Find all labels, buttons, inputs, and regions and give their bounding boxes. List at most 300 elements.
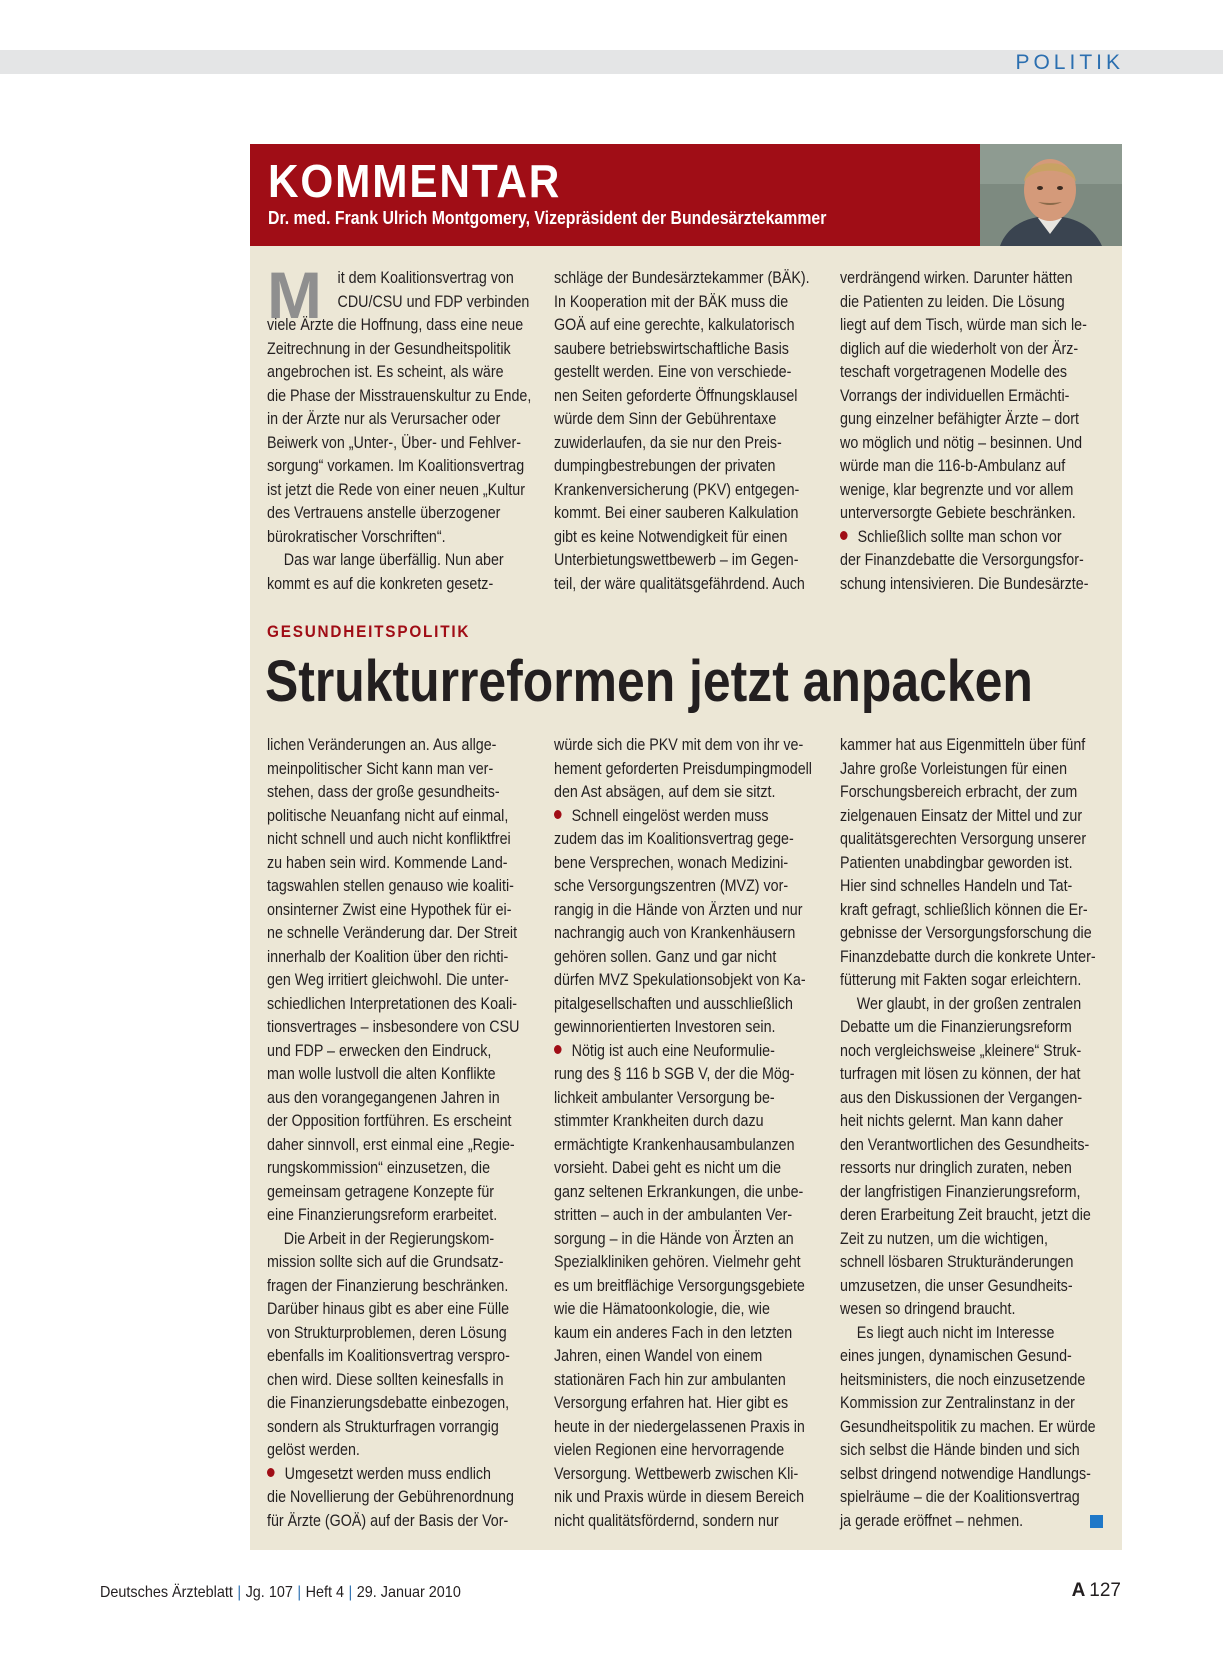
- text-line: [840, 1274, 1072, 1298]
- text-line: [554, 337, 789, 361]
- text-line-content: die Patienten zu leiden. Die Lösung: [840, 291, 1065, 311]
- text-line: [267, 1062, 499, 1086]
- text-line: [267, 1015, 520, 1039]
- text-line: [840, 804, 1083, 828]
- text-line-content: meinpolitischer Sicht kann man ver-: [267, 758, 494, 778]
- text-line-content: die Phase der Misstrauenskultur zu Ende,: [267, 385, 532, 405]
- text-line-content: liegt auf dem Tisch, würde man sich le-: [840, 315, 1087, 334]
- upper-column-3: [840, 266, 1116, 595]
- text-line: [267, 945, 509, 969]
- text-line-content: würde dem Sinn der Gebührentaxe: [554, 409, 777, 428]
- text-line-content: rung des § 116 b SGB V, der die Mög-: [554, 1064, 795, 1083]
- text-line-content: Finanzdebatte durch die konkrete Unter-: [840, 946, 1096, 966]
- text-line: [267, 1156, 499, 1180]
- text-line: [840, 757, 1072, 781]
- text-line-content: würde sich die PKV mit dem von ihr ve-: [554, 735, 804, 754]
- text-line: [267, 827, 511, 851]
- text-line-content: des Vertrauens anstelle überzogener: [267, 503, 501, 522]
- text-line-content: hement geforderten Preisdumpingmodell: [554, 758, 812, 778]
- text-line-content: dürfen MVZ Spekulationsobjekt von Ka-: [554, 970, 806, 989]
- text-line: [554, 1368, 786, 1392]
- text-line-content: Forschungsbereich erbracht, der zum: [840, 782, 1078, 801]
- text-line-content: Versorgung erfahren hat. Hier gibt es: [554, 1393, 789, 1412]
- text-line: [840, 360, 1072, 384]
- text-line: [267, 1344, 510, 1368]
- text-line-content: die Novellierung der Gebührenordnung: [267, 1487, 514, 1506]
- text-line: [554, 1462, 799, 1486]
- text-line-content: zu haben sein wird. Kommende Land-: [267, 852, 508, 872]
- text-line: [267, 548, 504, 572]
- commentary-label: KOMMENTAR: [268, 155, 562, 207]
- text-line: [554, 360, 792, 384]
- text-line: [267, 1203, 499, 1227]
- text-line-content: aus den vorangegangenen Jahren in: [267, 1087, 500, 1107]
- bullet-icon: [840, 531, 848, 540]
- section-label: POLITIK: [1015, 51, 1124, 74]
- text-line-content: gestellt werden. Eine von verschiede-: [554, 362, 792, 381]
- text-line: [554, 478, 800, 502]
- text-line: [840, 1156, 1072, 1180]
- text-line: [840, 1368, 1086, 1392]
- commentary-banner: [250, 144, 980, 246]
- text-line-content: ja gerade eröffnet – nehmen.: [840, 1510, 1024, 1530]
- text-line: [840, 992, 1082, 1016]
- text-line-content: schläge der Bundesärztekammer (BÄK).: [554, 268, 810, 287]
- text-line: [267, 1250, 504, 1274]
- text-line: [267, 780, 499, 804]
- text-line: [554, 827, 794, 851]
- text-line: [840, 1203, 1091, 1227]
- text-line: [554, 1297, 786, 1321]
- text-line: [267, 1039, 499, 1063]
- text-line-content: gebnisse der Versorgungsforschung die: [840, 923, 1092, 942]
- text-line-content: gewinnorientierten Investoren sein.: [554, 1017, 776, 1036]
- text-line-content: chen wird. Diese sollten keinesfalls in: [267, 1369, 504, 1389]
- text-line-content: gelöst werden.: [267, 1440, 360, 1459]
- text-line-content: Das war lange überfällig. Nun aber: [283, 550, 504, 569]
- text-line: [554, 945, 786, 969]
- text-line-content: deren Erarbeitung Zeit braucht, jetzt die: [840, 1205, 1091, 1224]
- text-line: [554, 1156, 786, 1180]
- text-line: [840, 1415, 1096, 1439]
- text-line: [840, 968, 1082, 992]
- text-line-content: tionsvertrages – insbesondere von CSU: [267, 1017, 520, 1036]
- text-line: [267, 1180, 499, 1204]
- text-line: [554, 290, 789, 314]
- text-line-content: Versorgung. Wettbewerb zwischen Kli-: [554, 1463, 799, 1483]
- text-line: [840, 851, 1072, 875]
- text-line: [840, 454, 1072, 478]
- text-line: [840, 290, 1072, 314]
- text-line-content: Jahre große Vorleistungen für einen: [840, 758, 1068, 778]
- text-line-content: Schnell eingelöst werden muss: [571, 805, 769, 825]
- text-line-content: sorgung – in die Hände von Ärzten an: [554, 1228, 794, 1248]
- text-line: [840, 1039, 1082, 1063]
- text-line: [267, 1227, 499, 1251]
- text-line-content: teschaft vorgetragenen Modelle des: [840, 362, 1068, 381]
- upper-column-2: [554, 266, 830, 595]
- text-line: [267, 1086, 499, 1110]
- text-line-content: lichkeit ambulanter Versorgung be-: [554, 1087, 775, 1107]
- text-line-content: teil, der wäre qualitätsgefährdend. Auch: [554, 573, 805, 593]
- text-line-content: it dem Koalitionsvertrag von: [337, 268, 514, 287]
- text-line: [267, 525, 499, 549]
- text-line-content: In Kooperation mit der BÄK muss die: [554, 291, 789, 311]
- text-line-content: nicht qualitätsfördernd, sondern nur: [554, 1510, 779, 1530]
- text-line-content: politische Neuanfang nicht auf einmal,: [267, 805, 509, 825]
- text-line-content: lichen Veränderungen an. Aus allge-: [267, 735, 497, 754]
- text-line: [840, 572, 1089, 596]
- text-line: [840, 1062, 1081, 1086]
- text-line-content: Patienten unabdingbar geworden ist.: [840, 852, 1073, 872]
- text-line-content: heit nichts gelernt. Man kann daher: [840, 1111, 1064, 1130]
- text-line: [554, 1203, 793, 1227]
- text-line-content: qualitätsgerechten Versorgung unserer: [840, 829, 1087, 848]
- text-line-content: Zeitrechnung in der Gesundheitspolitik: [267, 338, 511, 358]
- text-line: [554, 266, 810, 290]
- text-line: [554, 921, 796, 945]
- text-line-content: stehen, dass der große gesundheits-: [267, 782, 500, 801]
- separator-icon: |: [348, 1584, 353, 1601]
- text-line-content: sondern als Strukturfragen vorrangig: [267, 1416, 499, 1436]
- text-line-content: stationären Fach hin zur ambulanten: [554, 1369, 786, 1389]
- text-line-content: gehören sollen. Ganz und gar nicht: [554, 946, 777, 966]
- text-line-content: saubere betriebswirtschaftliche Basis: [554, 338, 789, 358]
- text-line-content: schung intensivieren. Die Bundesärzte-: [840, 573, 1089, 593]
- text-line: [267, 921, 518, 945]
- text-line-content: kraft gefragt, schließlich können die Er-: [840, 899, 1088, 919]
- text-line-content: eine Finanzierungsreform erarbeitet.: [267, 1205, 498, 1224]
- text-line-content: viele Ärzte die Hoffnung, dass eine neue: [267, 315, 524, 334]
- text-line-content: Schließlich sollte man schon vor: [857, 526, 1062, 546]
- text-line-content: eines jungen, dynamischen Gesund-: [840, 1346, 1072, 1365]
- text-line: [267, 1109, 512, 1133]
- text-line: [554, 431, 786, 455]
- text-line: [840, 945, 1096, 969]
- text-line: [554, 874, 789, 898]
- article-headline: Strukturreformen jetzt anpacken: [265, 649, 1033, 714]
- text-line: [554, 1039, 786, 1063]
- text-line-content: gibt es keine Notwendigkeit für einen: [554, 526, 788, 546]
- text-line: [267, 572, 499, 596]
- text-line: [554, 501, 799, 525]
- text-line: [554, 804, 786, 828]
- text-line: [554, 1321, 793, 1345]
- text-line: [554, 1391, 789, 1415]
- text-line: [840, 525, 1072, 549]
- text-line-content: Gesundheitspolitik zu machen. Er würde: [840, 1416, 1096, 1436]
- text-line-content: vielen Regionen eine hervorragende: [554, 1440, 785, 1459]
- text-line: [840, 384, 1072, 408]
- text-line-content: selbst dringend notwendige Handlungs-: [840, 1463, 1091, 1483]
- text-line: [554, 313, 795, 337]
- text-line: [267, 1391, 510, 1415]
- text-line-content: den Verantwortlichen des Gesundheits-: [840, 1134, 1090, 1154]
- text-line-content: schiedlichen Interpretationen des Koali-: [267, 993, 518, 1013]
- text-line: [554, 572, 805, 596]
- text-line: [840, 827, 1087, 851]
- text-line-content: bene Versprechen, wonach Medizini-: [554, 852, 789, 872]
- text-line-content: die Finanzierungsdebatte einbezogen,: [267, 1393, 510, 1412]
- text-line: [267, 1133, 515, 1157]
- text-line-content: aus den Diskussionen der Vergangen-: [840, 1087, 1083, 1107]
- text-line: [267, 478, 525, 502]
- text-line-content: Nötig ist auch eine Neuformulie-: [571, 1040, 775, 1060]
- page-number: [1072, 1580, 1121, 1602]
- text-line-content: man wolle lustvoll die alten Konflikte: [267, 1064, 496, 1083]
- text-line: [267, 360, 504, 384]
- lower-column-3: [840, 733, 1116, 1532]
- text-line-content: dumpingbestrebungen der privaten: [554, 456, 776, 475]
- text-line-content: Umgesetzt werden muss endlich: [284, 1463, 492, 1483]
- text-line-content: Darüber hinaus gibt es aber eine Fülle: [267, 1299, 510, 1318]
- text-line: [554, 1250, 801, 1274]
- text-line-content: gen Weg irritiert gleichwohl. Die unter-: [267, 970, 509, 989]
- text-line: [267, 407, 499, 431]
- text-line-content: sorgung“ vorkamen. Im Koalitionsvertrag: [267, 456, 525, 475]
- text-line-content: rungskommission“ einzusetzen, die: [267, 1158, 491, 1177]
- text-line: [554, 407, 786, 431]
- text-line: [267, 1509, 509, 1533]
- text-line-content: den Ast absägen, auf dem sie sitzt.: [554, 782, 776, 801]
- text-line: [840, 1133, 1090, 1157]
- text-line-content: sich selbst die Hände binden und sich: [840, 1440, 1080, 1459]
- text-line: [554, 1227, 794, 1251]
- text-line-content: Zeit zu nutzen, um die wichtigen,: [840, 1228, 1048, 1248]
- text-line: [840, 431, 1083, 455]
- end-mark-icon: [1090, 1515, 1103, 1528]
- text-line-content: Die Arbeit in der Regierungskom-: [283, 1228, 495, 1248]
- text-line-content: der Opposition fortführen. Es erscheint: [267, 1111, 512, 1130]
- text-line-content: ermächtigte Krankenhausambulanzen: [554, 1134, 795, 1154]
- text-line: [267, 1485, 514, 1509]
- text-line-content: noch vergleichsweise „kleinere“ Struk-: [840, 1040, 1082, 1060]
- text-line: [554, 898, 803, 922]
- text-line: [267, 384, 532, 408]
- text-line: [554, 1509, 786, 1533]
- text-line: [840, 1391, 1075, 1415]
- text-line: [267, 874, 514, 898]
- text-line: [840, 1015, 1072, 1039]
- text-line: [840, 1086, 1083, 1110]
- journal-issue: Heft 4: [305, 1584, 344, 1601]
- text-line: [840, 874, 1072, 898]
- text-line-content: nen Seiten geforderte Öffnungsklausel: [554, 385, 798, 405]
- text-line-content: wo möglich und nötig – besinnen. Und: [840, 432, 1083, 452]
- text-line-content: nachrangig auch von Krankenhäusern: [554, 923, 796, 942]
- text-line-content: kommt. Bei einer sauberen Kalkulation: [554, 503, 799, 522]
- text-line: [840, 1250, 1072, 1274]
- text-line: [840, 1438, 1080, 1462]
- text-line: [267, 757, 499, 781]
- text-line: [267, 454, 525, 478]
- text-line: [554, 733, 804, 757]
- text-line-content: ebenfalls im Koalitionsvertrag verspro-: [267, 1346, 510, 1365]
- text-line: [267, 1368, 504, 1392]
- text-line-content: kaum ein anderes Fach in den letzten: [554, 1322, 793, 1342]
- text-line-content: vorsieht. Dabei geht es nicht um die: [554, 1158, 782, 1177]
- text-line-content: kommt es auf die konkreten gesetz-: [267, 573, 494, 593]
- text-line: [554, 1485, 805, 1509]
- text-line-content: onsinterner Zwist eine Hypothek für ei-: [267, 899, 512, 919]
- text-line: [840, 1462, 1091, 1486]
- text-line-content: GOÄ auf eine gerechte, kalkulatorisch: [554, 315, 795, 334]
- text-line-content: Vorrangs der individuellen Ermächti-: [840, 385, 1070, 405]
- text-line-content: würde man die 116-b-Ambulanz auf: [840, 456, 1066, 475]
- portrait-photo: [980, 144, 1122, 246]
- text-line-content: gemeinsam getragene Konzepte für: [267, 1181, 495, 1201]
- drop-cap: M: [267, 258, 322, 332]
- text-line-content: ganz seltenen Erkrankungen, die unbe-: [554, 1181, 804, 1201]
- text-line: [840, 1344, 1072, 1368]
- text-line: [840, 501, 1076, 525]
- text-line-content: heitsministers, die noch einzusetzende: [840, 1369, 1086, 1389]
- text-line-content: turfragen mit lösen zu können, der hat: [840, 1064, 1081, 1083]
- text-line: [267, 1297, 510, 1321]
- text-line-content: schnell lösbaren Strukturänderungen: [840, 1252, 1074, 1271]
- text-line: [554, 1133, 795, 1157]
- text-line-content: Wer glaubt, in der großen zentralen: [856, 993, 1082, 1013]
- text-line: [840, 1227, 1072, 1251]
- text-line-content: bürokratischer Vorschriften“.: [267, 526, 446, 546]
- text-line-content: Kommission zur Zentralinstanz in der: [840, 1393, 1075, 1412]
- text-line: [840, 337, 1079, 361]
- text-line: [840, 266, 1072, 290]
- text-line: [554, 968, 806, 992]
- text-line-content: kammer hat aus Eigenmitteln über fünf: [840, 735, 1086, 754]
- text-line-content: Krankenversicherung (PKV) entgegen-: [554, 479, 800, 499]
- bullet-icon: [554, 810, 562, 819]
- text-line: [840, 313, 1087, 337]
- text-line: [267, 992, 518, 1016]
- text-line-content: CDU/CSU und FDP verbinden: [337, 291, 530, 311]
- text-line: [267, 804, 509, 828]
- text-line: [267, 337, 511, 361]
- text-line-content: fragen der Finanzierung beschränken.: [267, 1275, 509, 1295]
- text-line: [554, 1274, 805, 1298]
- text-line-content: Es liegt auch nicht im Interesse: [856, 1322, 1055, 1342]
- text-line: [267, 266, 514, 290]
- text-line: [840, 780, 1078, 804]
- page-prefix: A: [1071, 1580, 1086, 1601]
- text-line: [267, 1438, 499, 1462]
- lower-column-2: [554, 733, 830, 1532]
- text-line-content: diglich auf die wiederholt von der Ärz-: [840, 338, 1079, 358]
- text-line: [554, 384, 798, 408]
- text-line-content: in der Ärzte nur als Verursacher oder: [267, 409, 501, 428]
- text-line-content: umzusetzen, die unser Gesundheits-: [840, 1275, 1073, 1295]
- text-line-content: es um breitflächige Versorgungsgebiete: [554, 1275, 805, 1295]
- text-line: [840, 1180, 1081, 1204]
- text-line: [267, 1415, 499, 1439]
- text-line: [554, 992, 793, 1016]
- text-line: [554, 757, 812, 781]
- journal-date: 29. Januar 2010: [356, 1584, 461, 1601]
- text-line-content: innerhalb der Koalition über den richti-: [267, 946, 509, 966]
- text-line-content: ressorts nur dringlich zuraten, neben: [840, 1158, 1072, 1177]
- text-line: [554, 1415, 805, 1439]
- text-line: [554, 1086, 786, 1110]
- text-line: [840, 1109, 1072, 1133]
- text-line: [267, 290, 530, 314]
- text-line-content: angebrochen ist. Es scheint, als wäre: [267, 362, 504, 381]
- text-line-content: wesen so dringend braucht.: [840, 1299, 1016, 1318]
- text-line: [554, 1015, 786, 1039]
- text-line: [840, 1321, 1072, 1345]
- text-line-content: gung einzelner befähigter Ärzte – dort: [840, 409, 1079, 428]
- text-line-content: tagswahlen stellen genauso wie koaliti-: [267, 876, 514, 895]
- text-line-content: ne schnelle Veränderung dar. Der Streit: [267, 923, 518, 942]
- text-line: [554, 1062, 795, 1086]
- text-line-content: von Strukturproblemen, deren Lösung: [267, 1322, 507, 1342]
- text-line: [840, 407, 1079, 431]
- text-line: [554, 1180, 804, 1204]
- text-line: [267, 1274, 509, 1298]
- text-line-content: rangig in die Hände von Ärzten und nur: [554, 899, 803, 919]
- text-line: [267, 313, 524, 337]
- text-line: [840, 898, 1088, 922]
- lower-column-1: [267, 733, 543, 1532]
- text-line: [840, 1297, 1072, 1321]
- text-line-content: stritten – auch in der ambulanten Ver-: [554, 1205, 793, 1224]
- text-line-content: unterversorgte Gebiete beschränken.: [840, 503, 1076, 522]
- text-line-content: zielgenauen Einsatz der Mittel und zur: [840, 805, 1083, 825]
- text-line-content: Hier sind schnelles Handeln und Tat-: [840, 876, 1073, 895]
- text-line-content: daher sinnvoll, erst einmal eine „Regie-: [267, 1134, 515, 1154]
- text-line-content: zudem das im Koalitionsvertrag gege-: [554, 829, 794, 848]
- text-line: [554, 548, 799, 572]
- text-line-content: mission sollte sich auf die Grundsatz-: [267, 1252, 504, 1271]
- text-line-content: fütterung mit Fakten sogar erleichtern.: [840, 970, 1082, 989]
- text-line: [267, 431, 521, 455]
- author-portrait: [980, 144, 1122, 246]
- text-line: [267, 898, 512, 922]
- text-line: [267, 501, 499, 525]
- text-line-content: für Ärzte (GOÄ) auf der Basis der Vor-: [267, 1510, 509, 1530]
- text-line: [554, 1109, 786, 1133]
- commentary-author: Dr. med. Frank Ulrich Montgomery, Vizepräsident der Bundesärztekammer: [268, 208, 827, 228]
- footer-citation: [100, 1584, 461, 1602]
- text-line: [267, 1321, 507, 1345]
- text-line-content: wie die Hämatoonkologie, die, wie: [554, 1299, 770, 1318]
- journal-volume: Jg. 107: [245, 1584, 293, 1601]
- text-line-content: spielräume – die der Koalitionsvertrag: [840, 1487, 1080, 1506]
- bullet-icon: [554, 1045, 562, 1054]
- text-line-content: heute in der niedergelassenen Praxis in: [554, 1416, 805, 1436]
- text-line-content: Beiwerk von „Unter-, Über- und Fehlver-: [267, 432, 521, 452]
- text-line-content: pitalgesellschaften und ausschließlich: [554, 993, 793, 1013]
- text-line: [840, 548, 1084, 572]
- article-kicker: GESUNDHEITSPOLITIK: [267, 622, 471, 641]
- text-line: [267, 733, 499, 757]
- text-line: [554, 851, 789, 875]
- text-line-content: ist jetzt die Rede von einer neuen „Kultur: [267, 479, 525, 499]
- text-line-content: wenige, klar begrenzte und vor allem: [840, 479, 1074, 499]
- text-line: [840, 921, 1092, 945]
- text-line: [554, 454, 786, 478]
- text-line: [267, 968, 509, 992]
- text-line: [554, 1344, 786, 1368]
- text-line-content: Spezialkliniken gehören. Vielmehr geht: [554, 1252, 801, 1271]
- separator-icon: |: [237, 1584, 242, 1601]
- text-line: [554, 780, 786, 804]
- text-line: [267, 1462, 499, 1486]
- text-line-content: nik und Praxis würde in diesem Bereich: [554, 1487, 805, 1506]
- text-line-content: nicht schnell und auch nicht konfliktfrei: [267, 829, 511, 848]
- text-line-content: Jahren, einen Wandel von einem: [554, 1346, 763, 1365]
- page-number-value: 127: [1089, 1580, 1121, 1601]
- bullet-icon: [267, 1468, 275, 1477]
